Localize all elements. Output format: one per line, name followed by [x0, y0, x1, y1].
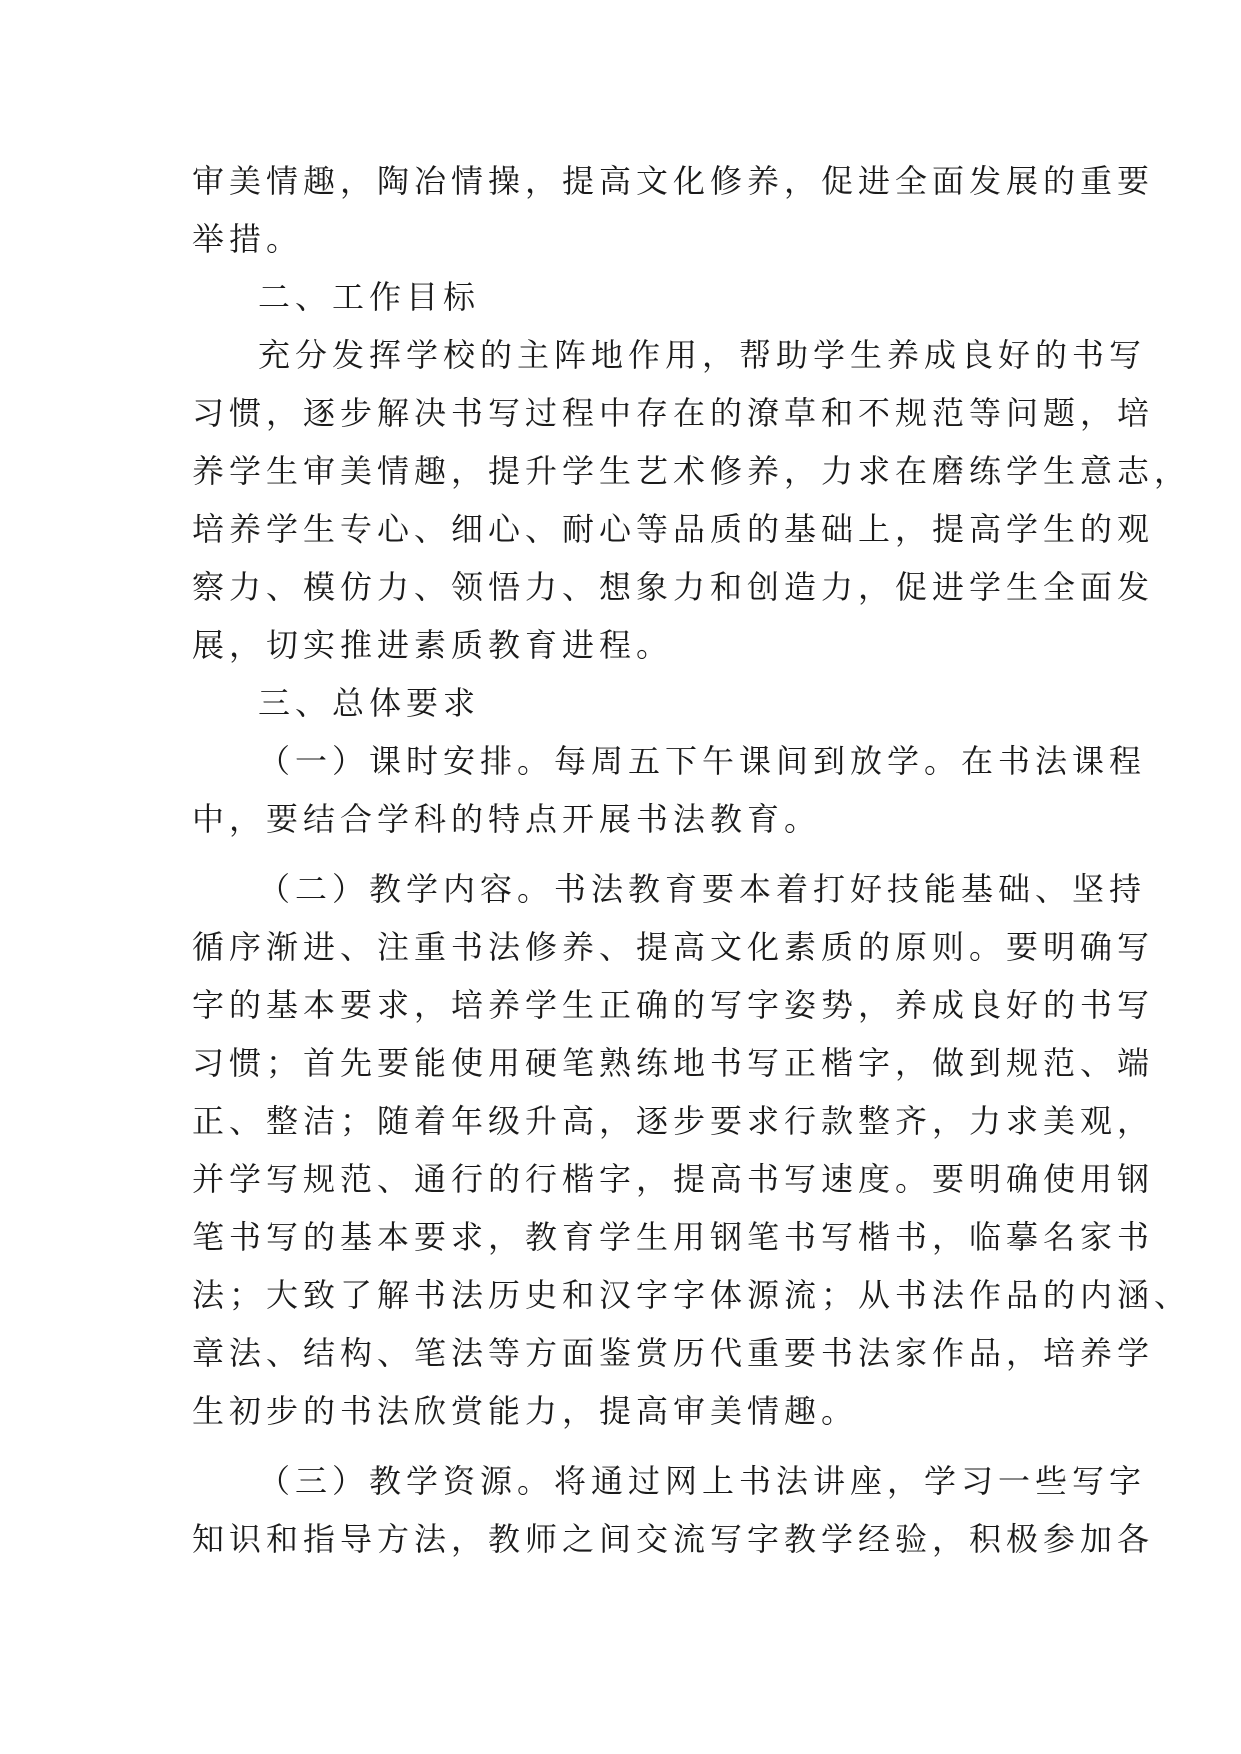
text-line: 知识和指导方法，教师之间交流写字教学经验，积极参加各 — [192, 1520, 1155, 1558]
text-line: （二）教学内容。书法教育要本着打好技能基础、坚持 — [258, 870, 1147, 908]
text-line: （一）课时安排。每周五下午课间到放学。在书法课程 — [258, 742, 1147, 780]
text-line: 生初步的书法欣赏能力，提高审美情趣。 — [192, 1392, 859, 1430]
text-line: 养学生审美情趣，提升学生艺术修养，力求在磨练学生意志， — [192, 452, 1192, 490]
text-line: 举措。 — [192, 220, 304, 258]
text-line: 习惯，逐步解决书写过程中存在的潦草和不规范等问题，培 — [192, 394, 1155, 432]
text-line: 充分发挥学校的主阵地作用，帮助学生养成良好的书写 — [258, 336, 1147, 374]
text-line: 笔书写的基本要求，教育学生用钢笔书写楷书，临摹名家书 — [192, 1218, 1155, 1256]
text-line: 培养学生专心、细心、耐心等品质的基础上，提高学生的观 — [192, 510, 1155, 548]
text-line: 并学写规范、通行的行楷字，提高书写速度。要明确使用钢 — [192, 1160, 1155, 1198]
text-line: 中，要结合学科的特点开展书法教育。 — [192, 800, 822, 838]
text-line: 循序渐进、注重书法修养、提高文化素质的原则。要明确写 — [192, 928, 1155, 966]
document-body — [192, 152, 1192, 1568]
text-line: 字的基本要求，培养学生正确的写字姿势，养成良好的书写 — [192, 986, 1155, 1024]
text-line: 展，切实推进素质教育进程。 — [192, 626, 674, 664]
section-heading-requirements: 三、总体要求 — [258, 684, 481, 722]
text-line: 章法、结构、笔法等方面鉴赏历代重要书法家作品，培养学 — [192, 1334, 1155, 1372]
text-line: 正、整洁；随着年级升高，逐步要求行款整齐，力求美观， — [192, 1102, 1155, 1140]
text-line: （三）教学资源。将通过网上书法讲座，学习一些写字 — [258, 1462, 1147, 1500]
text-line: 察力、模仿力、领悟力、想象力和创造力，促进学生全面发 — [192, 568, 1155, 606]
section-heading-goals: 二、工作目标 — [258, 278, 481, 316]
text-line: 法；大致了解书法历史和汉字字体源流；从书法作品的内涵、 — [192, 1276, 1192, 1314]
text-line: 习惯；首先要能使用硬笔熟练地书写正楷字，做到规范、端 — [192, 1044, 1155, 1082]
text-line: 审美情趣，陶冶情操，提高文化修养，促进全面发展的重要 — [192, 162, 1155, 200]
